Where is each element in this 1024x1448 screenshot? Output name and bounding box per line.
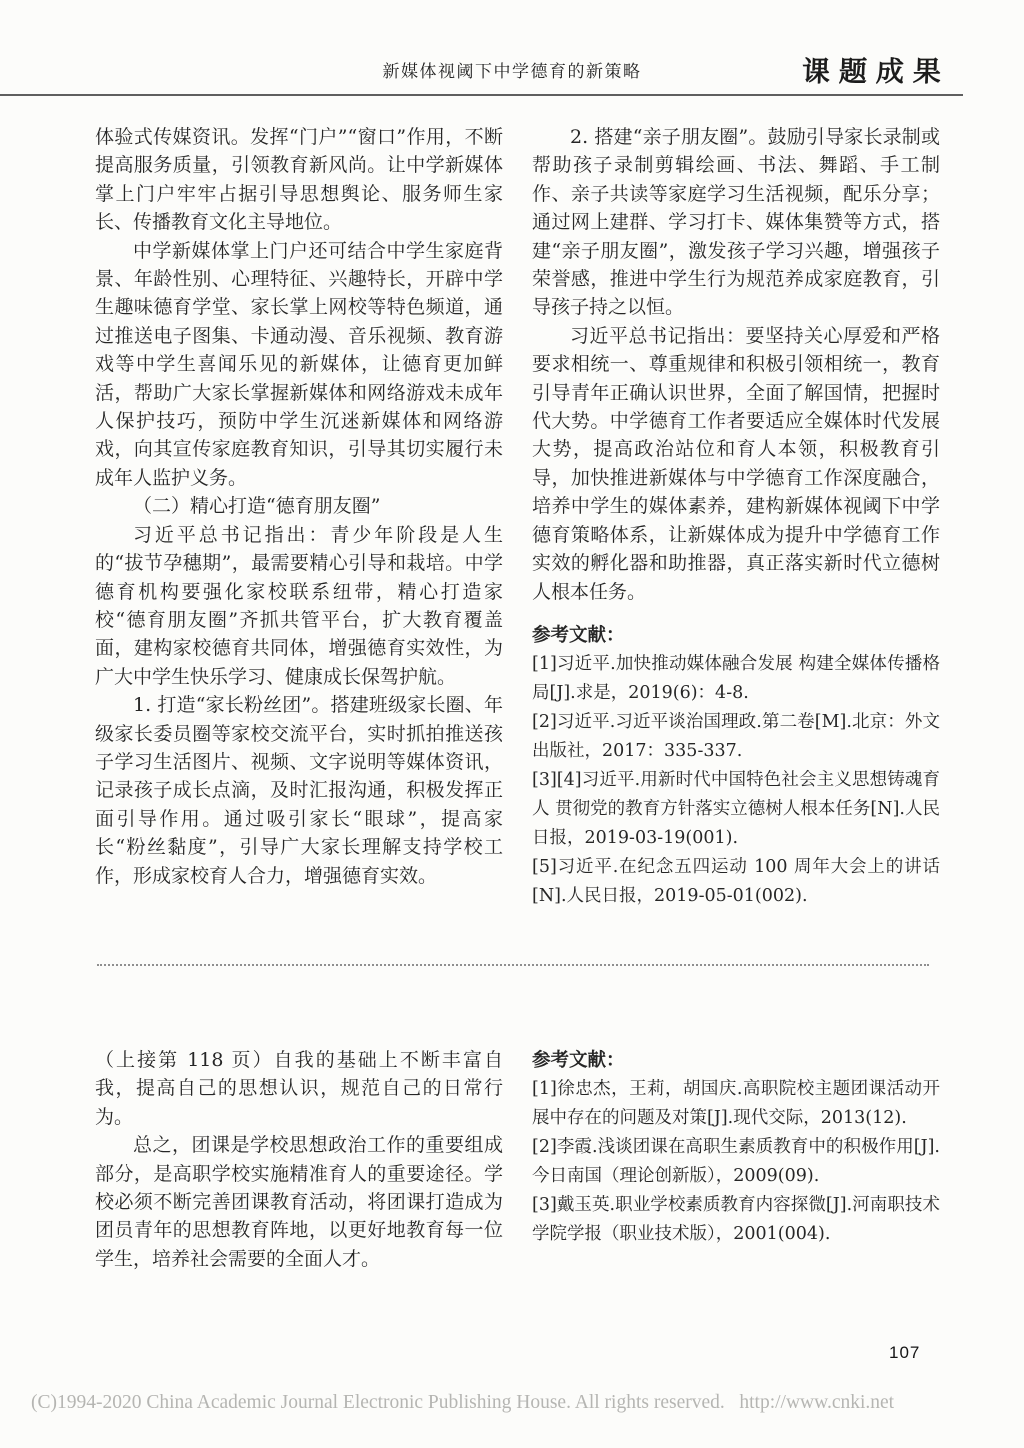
reference-item: [3][4]习近平.用新时代中国特色社会主义思想铸魂育人 贯彻党的教育方针落实立德树人根本任务[N].人民日报，2019-03-19(001).: [532, 769, 940, 848]
reference-item: [3]戴玉英.职业学校素质教育内容探微[J].河南职技术学院学报（职业技术版），2001(004).: [532, 1195, 940, 1244]
reference-item: [2]李霞.浅谈团课在高职生素质教育中的积极作用[J].今日南国（理论创新版），2009(09).: [532, 1137, 940, 1186]
reference-item: [5]习近平.在纪念五四运动 100 周年大会上的讲话[N].人民日报，2019-05-01(002).: [532, 856, 940, 906]
main-article-left-column: [95, 123, 503, 890]
reference-item: [2]习近平.习近平谈治国理政.第二卷[M].北京：外文出版社，2017：335-337.: [532, 711, 940, 761]
paragraph: 中学新媒体掌上门户还可结合中学生家庭背景、年龄性别、心理特征、兴趣特长，开辟中学生趣味德育学堂、家长掌上网校等特色频道，通过推送电子图集、卡通动漫、音乐视频、教育游戏等中学生喜闻乐见的新媒体，让德育更加鲜活，帮助广大家长掌握新媒体和网络游戏未成年人保护技巧，预防中学生沉迷新媒体和网络游戏，向其宣传家庭教育知识，引导其切实履行未成年人监护义务。: [95, 239, 503, 489]
continued-article-right-column: [532, 1046, 940, 1249]
continued-article-left-column: [95, 1046, 503, 1273]
reference-item: [1]徐忠杰，王莉，胡国庆.高职院校主题团课活动开展中存在的问题及对策[J].现代交际，2013(12).: [532, 1079, 940, 1128]
column-brand-mark: 课题成果: [801, 55, 951, 88]
main-article-right-column: [532, 123, 940, 911]
page-number: 107: [889, 1343, 921, 1362]
running-title: 新媒体视阈下中学德育的新策略: [382, 62, 642, 82]
paragraph: 1. 打造“家长粉丝团”。搭建班级家长圈、年级家长委员圈等家校交流平台，实时抓拍推送孩子学习生活图片、视频、文字说明等媒体资讯，记录孩子成长点滴，及时汇报沟通，积极发挥正面引导作用。通过吸引家长“眼球”，提高家长“粉丝黏度”，引导广大家长理解支持学校工作，形成家校育人合力，增强德育实效。: [95, 694, 503, 887]
paragraph: 习近平总书记指出：要坚持关心厚爱和严格要求相统一、尊重规律和积极引领相统一，教育引导青年正确认识世界，全面了解国情，把握时代大势。中学德育工作者要适应全媒体时代发展大势，提高政治站位和育人本领，积极教育引导，加快推进新媒体与中学德育工作深度融合，培养中学生的媒体素养，建构新媒体视阈下中学德育策略体系，让新媒体成为提升中学德育工作实效的孵化器和助推器，真正落实新时代立德树人根本任务。: [532, 324, 940, 603]
references-title: 参考文献：: [532, 624, 625, 646]
paragraph: 2. 搭建“亲子朋友圈”。鼓励引导家长录制或帮助孩子录制剪辑绘画、书法、舞蹈、手工制作、亲子共读等家庭学习生活视频，配乐分享；通过网上建群、学习打卡、媒体集赞等方式，搭建“亲子朋友圈”，激发孩子学习兴趣，增强孩子荣誉感，推进中学生行为规范养成家庭教育，引导孩子持之以恒。: [532, 126, 940, 319]
reference-item: [1]习近平.加快推动媒体融合发展 构建全媒体传播格局[J].求是，2019(6)：4-8.: [532, 653, 940, 703]
continued-from-note-paragraph: （上接第 118 页）自我的基础上不断丰富自我，提高自己的思想认识，规范自己的日常行为。: [95, 1049, 503, 1128]
paragraph: 习近平总书记指出：青少年阶段是人生的“拔节孕穗期”，最需要精心引导和栽培。中学德育机构要强化家校联系纽带，精心打造家校“德育朋友圈”齐抓共管平台，扩大教育覆盖面，建构家校德育共同体，增强德育实效性，为广大中学生快乐学习、健康成长保驾护航。: [95, 523, 503, 688]
references-section-main: [532, 621, 940, 911]
paragraph: 体验式传媒资讯。发挥“门户”“窗口”作用，不断提高服务质量，引领教育新风尚。让中学新媒体掌上门户牢牢占据引导思想舆论、服务师生家长、传播教育文化主导地位。: [95, 126, 503, 234]
references-title: 参考文献：: [532, 1050, 625, 1071]
copyright-notice: (C)1994-2020 China Academic Journal Electronic Publishing House. All rights reserved. http://www.cnki.net: [31, 1392, 895, 1413]
header-rule: [0, 94, 963, 96]
article-separator-dotted-rule: [97, 964, 929, 966]
section-heading: （二）精心打造“德育朋友圈”: [133, 495, 381, 518]
paragraph: 总之，团课是学校思想政治工作的重要组成部分，是高职学校实施精准育人的重要途径。学校必须不断完善团课教育活动，将团课打造成为团员青年的思想教育阵地，以更好地教育每一位学生，培养社会需要的全面人才。: [95, 1134, 503, 1270]
